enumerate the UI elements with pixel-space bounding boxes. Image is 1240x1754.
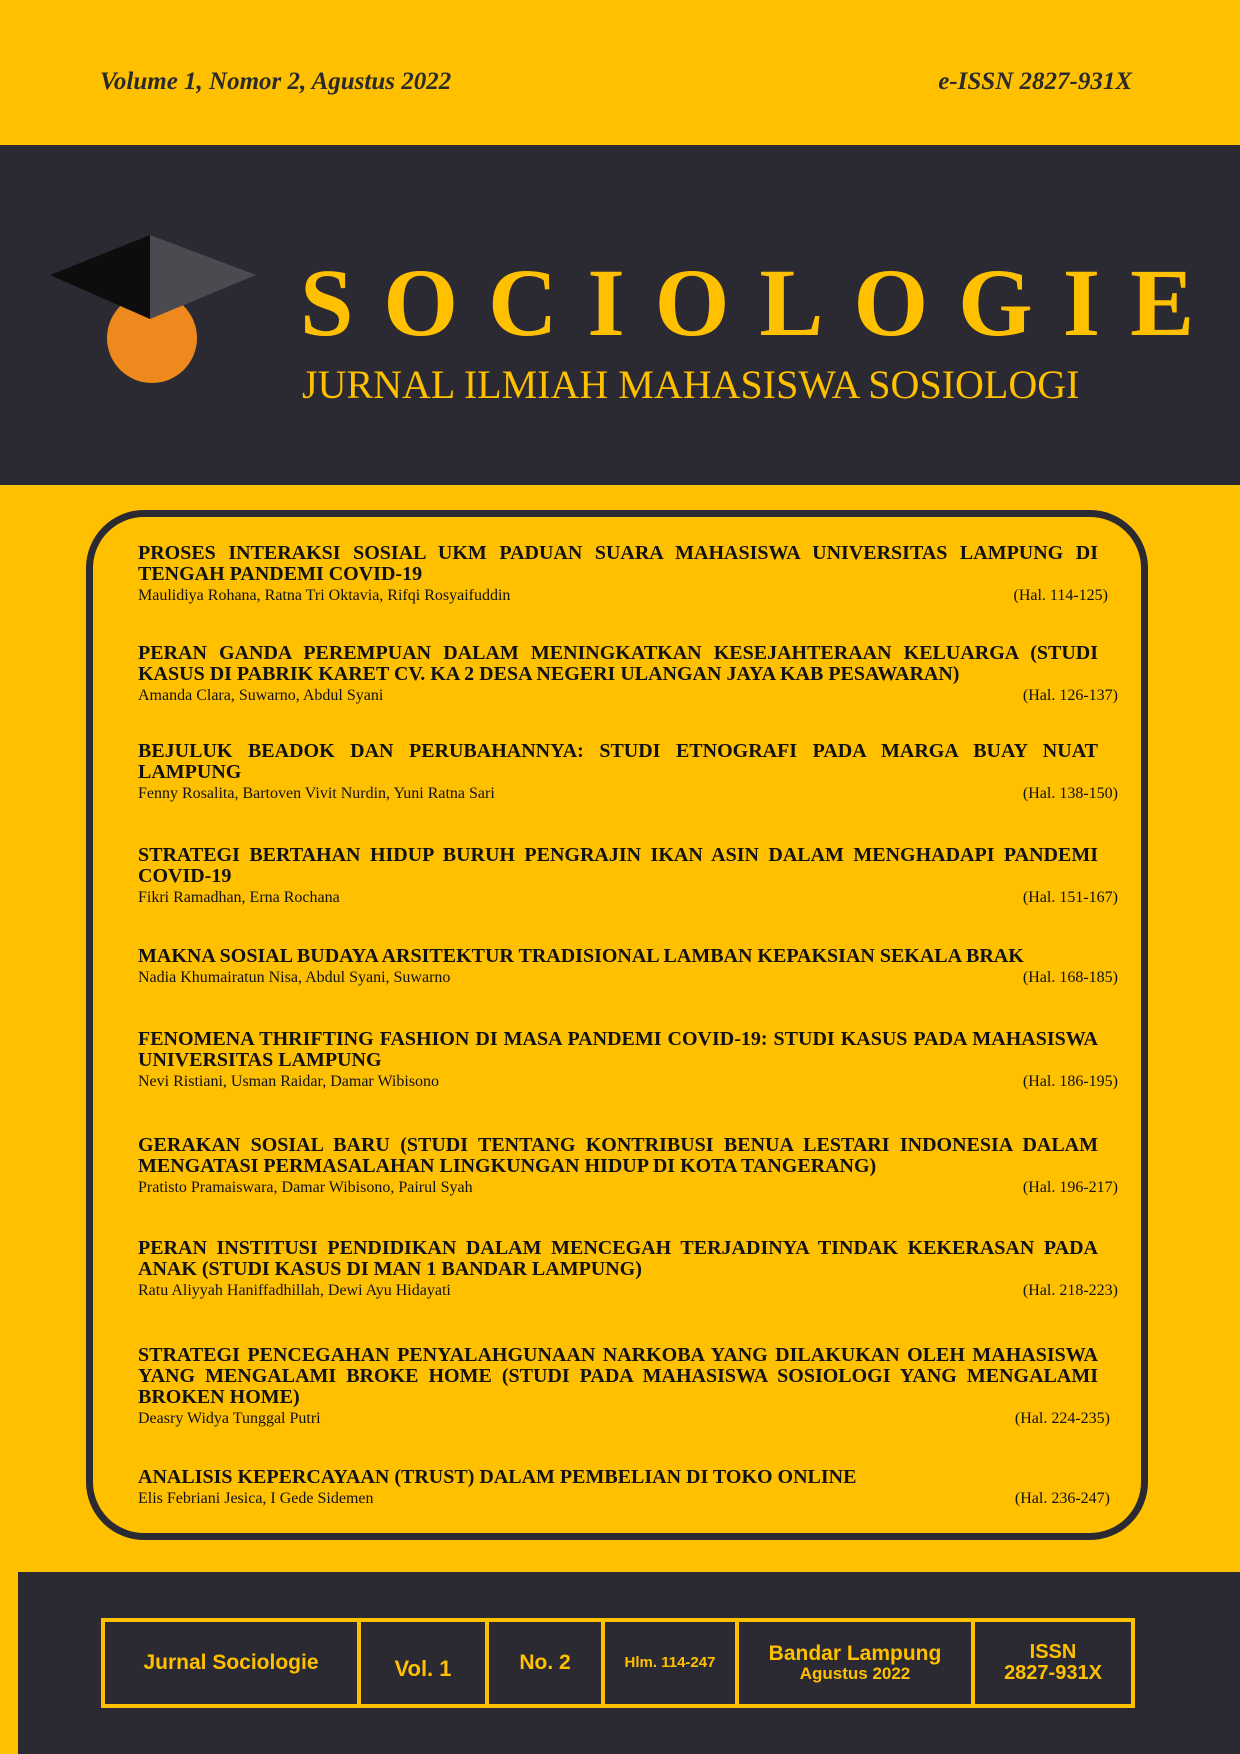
article-pages: (Hal. 151-167) — [1022, 889, 1118, 906]
article-entry[interactable] — [138, 642, 1118, 705]
footer-issn-label: ISSN — [1029, 1641, 1077, 1663]
cap-right-facet — [150, 235, 256, 319]
article-pages: (Hal. 114-125) — [1013, 587, 1108, 604]
footer-journal-label: Jurnal Sociologie — [143, 1650, 319, 1674]
article-entry[interactable] — [138, 542, 1108, 605]
article-authors: Nadia Khumairatun Nisa, Abdul Syani, Suwarno — [138, 969, 451, 986]
article-authors: Amanda Clara, Suwarno, Abdul Syani — [138, 687, 384, 704]
article-entry[interactable] — [138, 1237, 1118, 1300]
article-authors: Fikri Ramadhan, Erna Rochana — [138, 889, 340, 906]
footer-date: Agustus 2022 — [799, 1664, 911, 1684]
footer-place-date — [735, 1618, 975, 1708]
article-entry[interactable] — [138, 1028, 1118, 1091]
article-authors: Deasry Widya Tunggal Putri — [138, 1410, 321, 1427]
article-pages: (Hal. 224-235) — [1014, 1410, 1110, 1427]
footer-pages — [601, 1618, 739, 1708]
footer-issn-number: 2827-931X — [1004, 1662, 1102, 1684]
footer-pages-label: Hlm. 114-247 — [624, 1654, 716, 1672]
article-title: BEJULUK BEADOK DAN PERUBAHANNYA: STUDI ETNOGRAFI PADA MARGA BUAY NUAT LAMPUNG — [138, 740, 1098, 783]
article-authors: Pratisto Pramaiswara, Damar Wibisono, Pairul Syah — [138, 1179, 473, 1196]
article-authors: Nevi Ristiani, Usman Raidar, Damar Wibisono — [138, 1073, 440, 1090]
article-entry[interactable] — [138, 844, 1118, 907]
article-title: STRATEGI BERTAHAN HIDUP BURUH PENGRAJIN IKAN ASIN DALAM MENGHADAPI PANDEMI COVID-19 — [138, 844, 1098, 887]
article-title: STRATEGI PENCEGAHAN PENYALAHGUNAAN NARKOBA YANG DILAKUKAN OLEH MAHASISWA YANG MENGALAMI BROKE HOME (STUDI PADA MAHASISWA SOSIOLOGI YANG MENGALAMI BROKEN HOME) — [138, 1344, 1098, 1408]
article-title: ANALISIS KEPERCAYAAN (TRUST) DALAM PEMBELIAN DI TOKO ONLINE — [138, 1466, 857, 1488]
graduation-cap-icon — [50, 235, 290, 395]
article-entry[interactable] — [138, 1344, 1110, 1428]
article-pages: (Hal. 218-223) — [1022, 1282, 1118, 1299]
article-pages: (Hal. 126-137) — [1022, 687, 1118, 704]
eissn: e-ISSN 2827-931X — [938, 68, 1132, 95]
footer-city: Bandar Lampung — [768, 1642, 942, 1666]
article-entry[interactable] — [138, 740, 1118, 803]
footer-volume — [357, 1618, 489, 1708]
footer-number-label: No. 2 — [519, 1650, 571, 1674]
article-title: PROSES INTERAKSI SOSIAL UKM PADUAN SUARA MAHASISWA UNIVERSITAS LAMPUNG DI TENGAH PANDEMI COVID-19 — [138, 542, 1098, 585]
article-authors: Elis Febriani Jesica, I Gede Sidemen — [138, 1490, 374, 1507]
article-entry[interactable] — [138, 1466, 1110, 1508]
volume-line: Volume 1, Nomor 2, Agustus 2022 — [100, 68, 452, 95]
footer-issn — [971, 1618, 1135, 1708]
article-pages: (Hal. 186-195) — [1022, 1073, 1118, 1090]
cap-left-facet — [50, 235, 150, 319]
footer-journal — [101, 1618, 361, 1708]
article-title: GERAKAN SOSIAL BARU (STUDI TENTANG KONTRIBUSI BENUA LESTARI INDONESIA DALAM MENGATASI PERMASALAHAN LINGKUNGAN HIDUP DI KOTA TANGERANG) — [138, 1134, 1098, 1177]
article-entry[interactable] — [138, 1134, 1118, 1197]
article-title: PERAN GANDA PEREMPUAN DALAM MENINGKATKAN KESEJAHTERAAN KELUARGA (STUDI KASUS DI PABRIK KARET CV. KA 2 DESA NEGERI ULANGAN JAYA KAB PESAWARAN) — [138, 642, 1098, 685]
article-title: MAKNA SOSIAL BUDAYA ARSITEKTUR TRADISIONAL LAMBAN KEPAKSIAN SEKALA BRAK — [138, 945, 1024, 967]
article-title: PERAN INSTITUSI PENDIDIKAN DALAM MENCEGAH TERJADINYA TINDAK KEKERASAN PADA ANAK (STUDI KASUS DI MAN 1 BANDAR LAMPUNG) — [138, 1237, 1098, 1280]
footer-volume-label: Vol. 1 — [394, 1656, 452, 1682]
article-title: FENOMENA THRIFTING FASHION DI MASA PANDEMI COVID-19: STUDI KASUS PADA MAHASISWA UNIVERSITAS LAMPUNG — [138, 1028, 1098, 1071]
journal-subtitle: JURNAL ILMIAH MAHASISWA SOSIOLOGI — [302, 362, 1080, 407]
article-pages: (Hal. 236-247) — [1014, 1490, 1110, 1507]
article-pages: (Hal. 168-185) — [1022, 969, 1118, 986]
footer-number — [485, 1618, 605, 1708]
article-authors: Maulidiya Rohana, Ratna Tri Oktavia, Rifqi Rosyaifuddin — [138, 587, 511, 604]
article-pages: (Hal. 138-150) — [1022, 785, 1118, 802]
article-entry[interactable] — [138, 945, 1118, 987]
article-pages: (Hal. 196-217) — [1022, 1179, 1118, 1196]
journal-title: SOCIOLOGIE — [300, 249, 1225, 356]
article-authors: Fenny Rosalita, Bartoven Vivit Nurdin, Yuni Ratna Sari — [138, 785, 495, 802]
article-authors: Ratu Aliyyah Haniffadhillah, Dewi Ayu Hidayati — [138, 1282, 451, 1299]
